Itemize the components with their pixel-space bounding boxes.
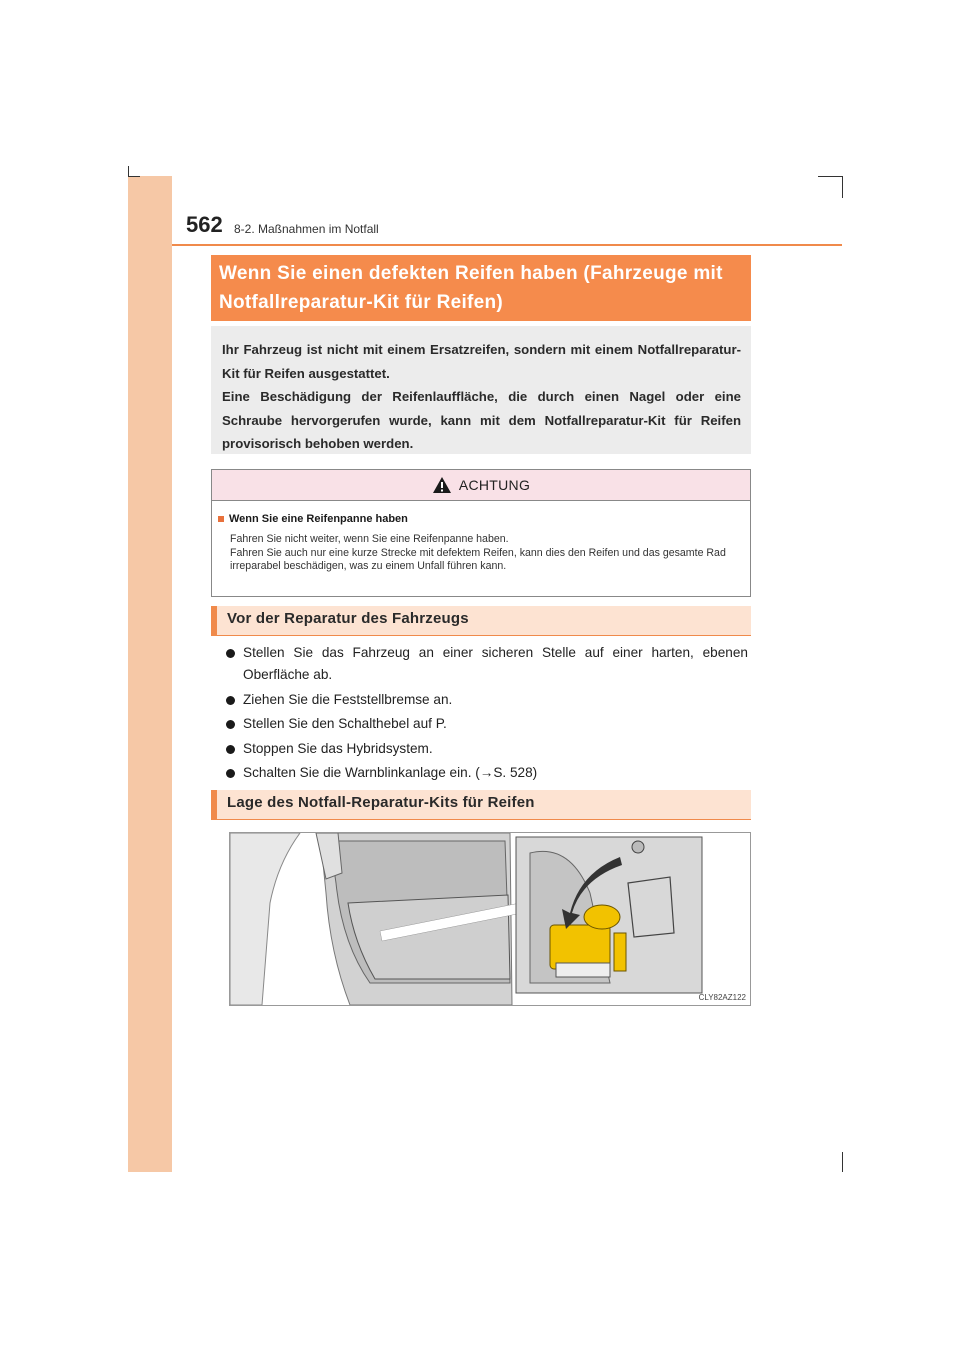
- intro-paragraph-1: Ihr Fahrzeug ist nicht mit einem Ersatzreifen, sondern mit einem Notfallreparatur-Kit für Reifen ausgestattet.: [222, 342, 741, 381]
- list-item: [222, 738, 748, 760]
- section-title-line-2: Notfallreparatur-Kit für Reifen): [219, 292, 504, 313]
- warning-subheading-text: Wenn Sie eine Reifenpanne haben: [229, 513, 408, 525]
- warning-header: [212, 470, 750, 501]
- square-bullet-icon: [218, 516, 224, 522]
- page-number: 562: [186, 212, 223, 237]
- intro-box: [211, 326, 751, 454]
- list-item-text: Schalten Sie die Warnblinkanlage ein. (→S. 528): [243, 765, 538, 780]
- warning-text: [230, 533, 740, 574]
- list-item-text: Stoppen Sie das Hybridsystem.: [243, 740, 433, 756]
- crop-mark: [128, 176, 140, 177]
- list-item-text: Stellen Sie das Fahrzeug an einer sicheren Stelle auf einer harten, ebenen Oberfläche ab.: [243, 645, 748, 682]
- warning-body: [212, 501, 750, 574]
- crop-mark: [818, 176, 842, 177]
- before-repair-heading: Vor der Reparatur des Fahrzeugs: [211, 606, 751, 636]
- kit-location-heading: Lage des Notfall-Reparatur-Kits für Reifen: [211, 790, 751, 820]
- warning-box: [211, 469, 751, 597]
- warning-subheading: [218, 513, 740, 525]
- warning-line-2: Fahren Sie auch nur eine kurze Strecke mit defektem Reifen, kann dies den Reifen und das gesamte Rad irreparabel beschädigen, was zu einem Unfall führen kann.: [230, 546, 726, 572]
- crop-mark: [842, 176, 843, 198]
- section-title-banner: [211, 255, 751, 321]
- list-item-text: Ziehen Sie die Feststellbremse an.: [243, 691, 453, 707]
- bullet-icon: [226, 745, 235, 754]
- crop-mark: [128, 166, 129, 176]
- warning-title: ACHTUNG: [458, 477, 531, 493]
- bullet-icon: [226, 696, 235, 705]
- before-repair-list: [222, 642, 748, 787]
- bullet-icon: [226, 649, 235, 658]
- list-item-text: Stellen Sie den Schalthebel auf P.: [243, 716, 447, 731]
- chapter-side-strip: [128, 176, 172, 1172]
- crop-mark: [842, 1152, 843, 1172]
- list-item: [222, 642, 748, 686]
- running-head: 8-2. Maßnahmen im Notfall: [234, 222, 379, 236]
- header-rule: [172, 244, 842, 246]
- list-item: [222, 713, 748, 735]
- warning-line-1: Fahren Sie nicht weiter, wenn Sie eine Reifenpanne haben.: [230, 533, 509, 545]
- trunk-illustration: [230, 833, 750, 1005]
- kit-location-figure: [229, 832, 751, 1006]
- intro-paragraph-2: Eine Beschädigung der Reifenlauffläche, die durch einen Nagel oder eine Schraube hervorgerufen wurde, kann mit dem Notfallreparatur-Kit für Reifen provisorisch behoben werden.: [222, 389, 741, 451]
- bullet-icon: [226, 720, 235, 729]
- list-item: [222, 689, 748, 711]
- section-title-line-1: Wenn Sie einen defekten Reifen haben (Fahrzeuge mit: [219, 263, 723, 284]
- bullet-icon: [226, 769, 235, 778]
- warning-triangle-icon: [432, 476, 452, 494]
- figure-code: CLY82AZ122: [698, 993, 746, 1002]
- list-item: [222, 762, 748, 784]
